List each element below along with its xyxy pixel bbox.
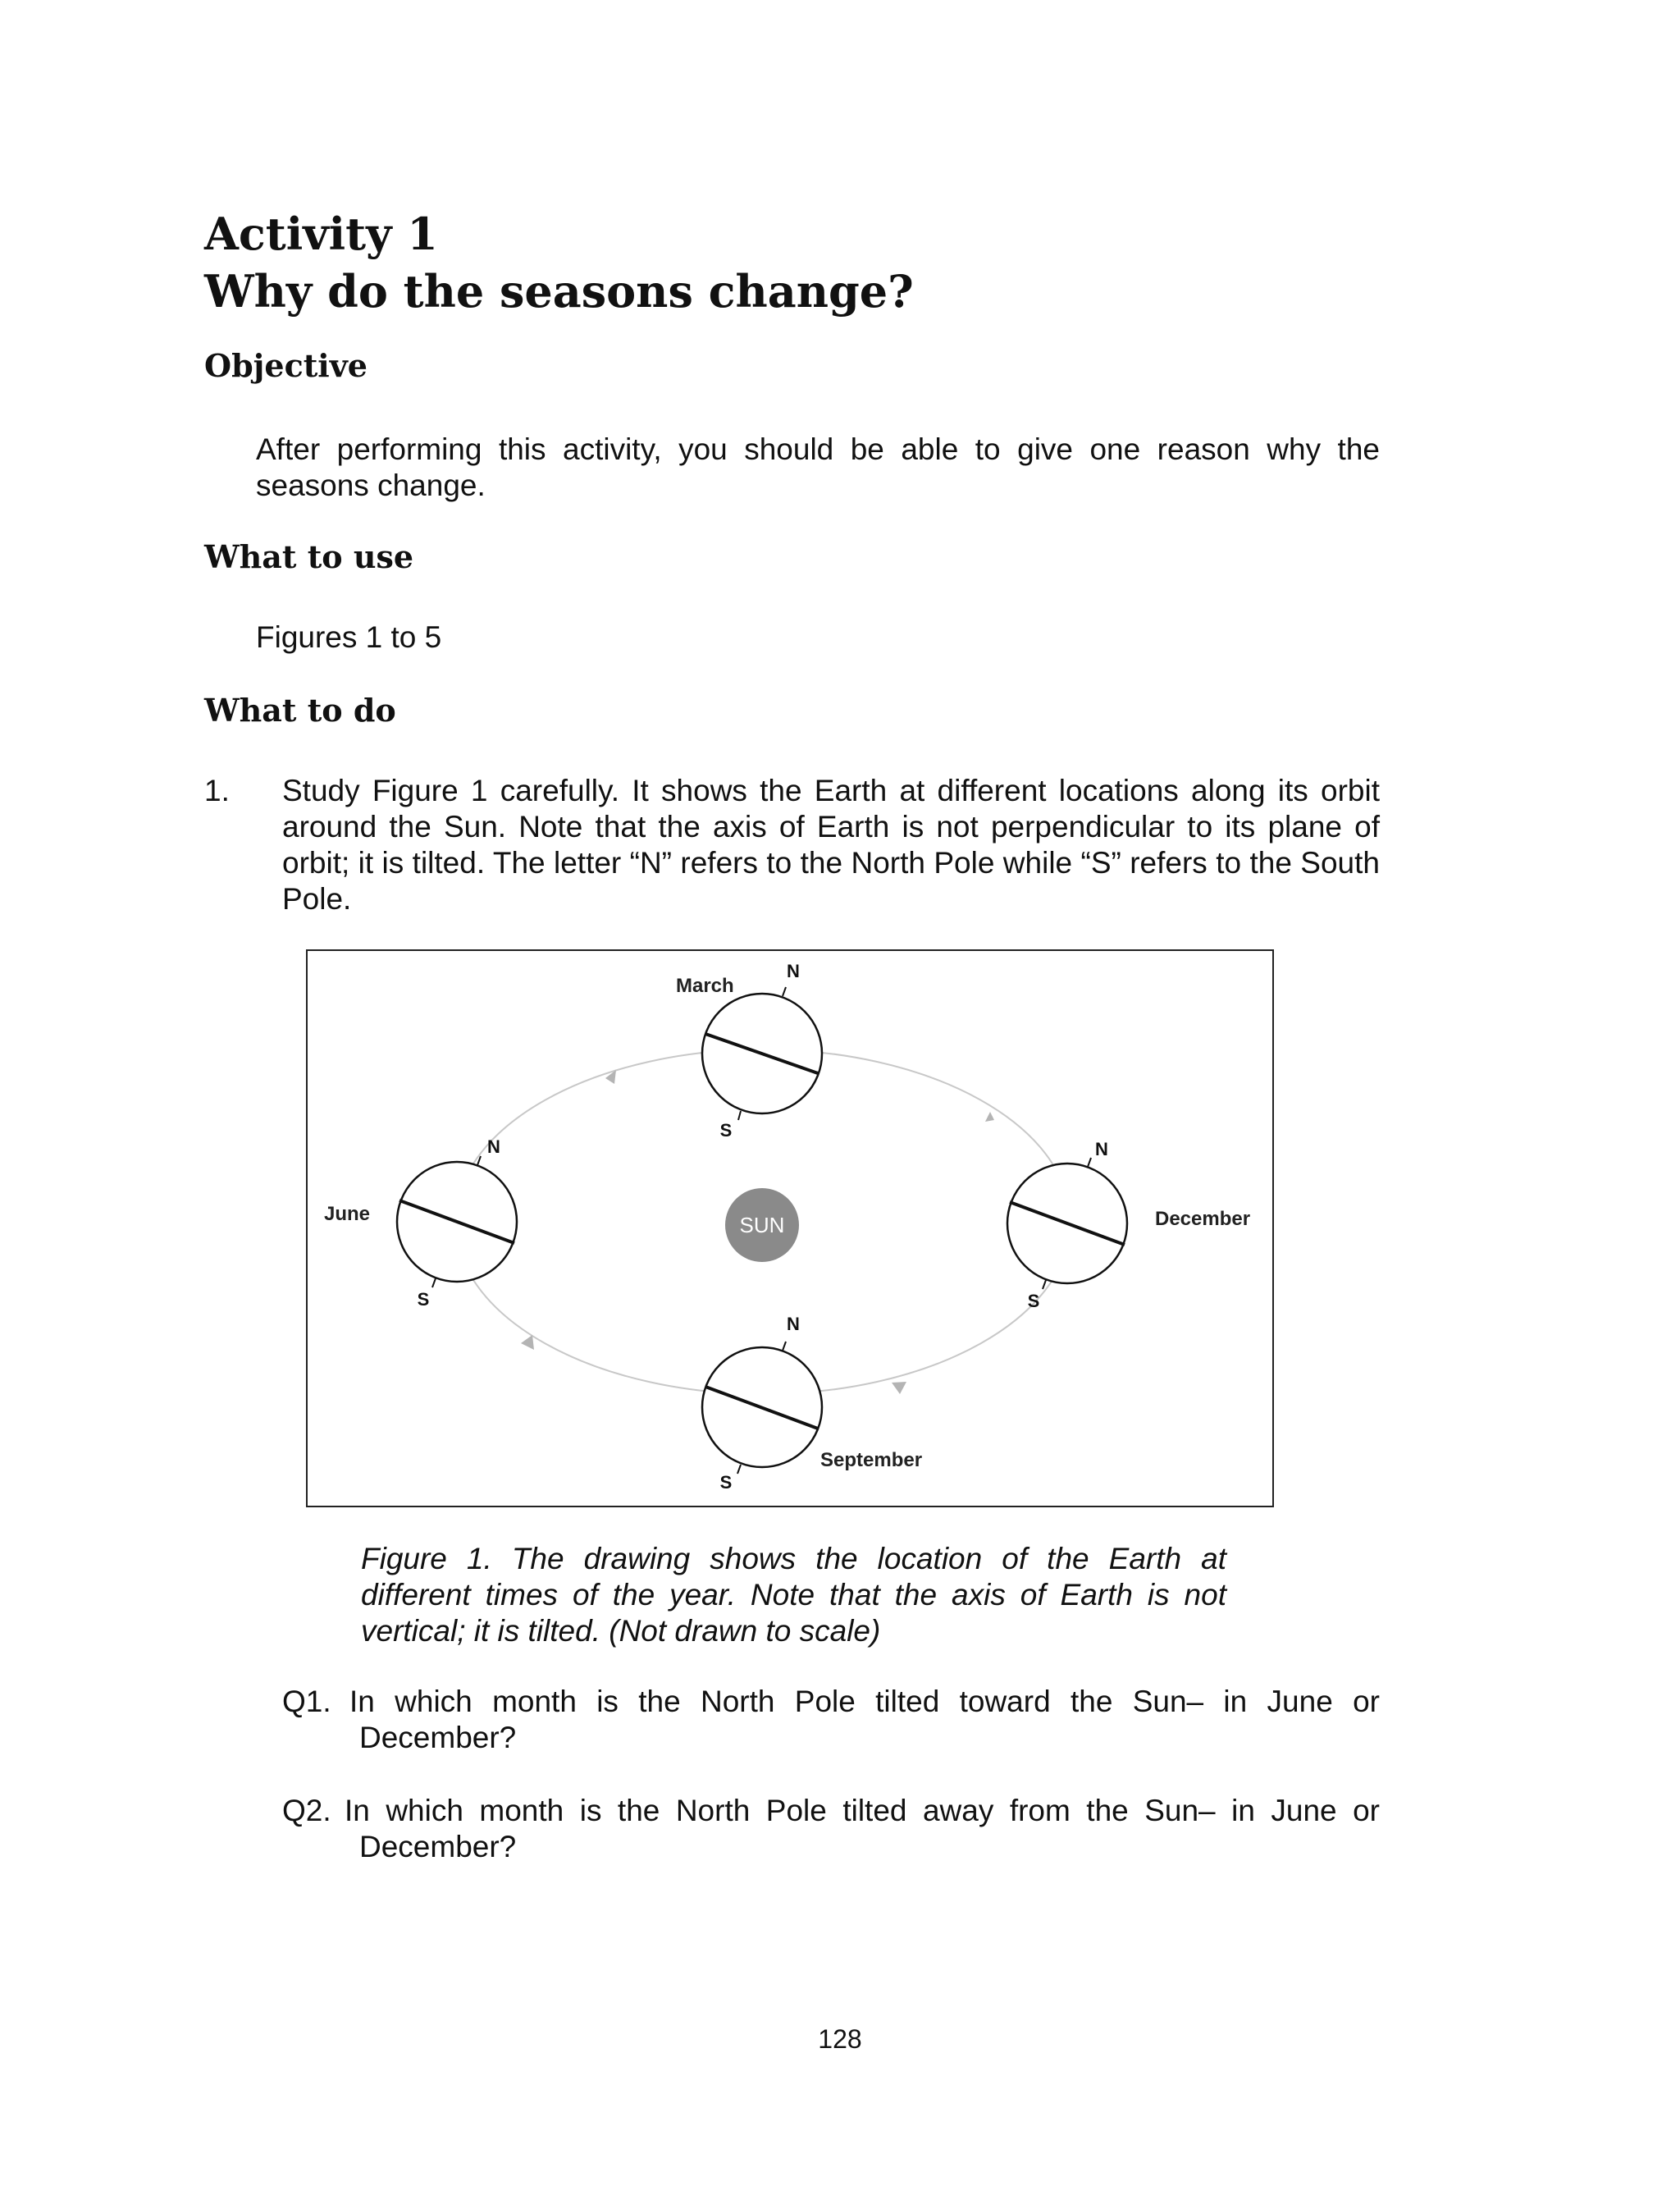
south-label: S <box>1027 1291 1040 1311</box>
south-label: S <box>719 1120 733 1141</box>
objective-text: After performing this activity, you should be able to give one reason why the seasons change. <box>256 432 1380 502</box>
month-label-june: June <box>324 1203 371 1225</box>
question-body: In which month is the North Pole tilted toward the Sun– in June or December? <box>349 1685 1380 1754</box>
orbit-arrow-icon <box>892 1382 906 1394</box>
month-label-september: September <box>820 1449 923 1471</box>
seasons-orbit-figure <box>306 949 1274 1507</box>
question-text <box>282 1684 1380 1756</box>
south-label: S <box>719 1472 733 1493</box>
question-text <box>282 1793 1380 1865</box>
orbit-arrow-icon <box>985 1112 994 1122</box>
north-label: N <box>487 1136 500 1157</box>
north-pole-marker <box>1088 1158 1091 1167</box>
north-pole-marker <box>783 987 786 996</box>
objective-heading: Objective <box>204 347 368 384</box>
question-1 <box>282 1684 1380 1756</box>
earth-june <box>324 1136 517 1310</box>
south-pole-marker <box>738 1111 741 1120</box>
month-label-december: December <box>1155 1208 1251 1230</box>
activity-number: Activity 1 <box>204 208 438 260</box>
sun-label: SUN <box>739 1213 785 1237</box>
step-text: Study Figure 1 carefully. It shows the Earth at different locations along its orbit around the Sun. Note that the axis of Earth is not perpendicular to its plane of orbit; it is tilted. The letter “N” refers to the North Pole while “S” refers to the South Pole. <box>282 774 1380 916</box>
north-label: N <box>787 961 800 981</box>
month-label-march: March <box>676 975 734 997</box>
earth-december <box>1007 1139 1250 1311</box>
south-label: S <box>417 1289 430 1310</box>
question-label: Q1. <box>282 1685 331 1718</box>
materials-heading: What to use <box>204 538 414 575</box>
activity-title <box>204 205 914 320</box>
page-number: 128 <box>818 2024 862 2054</box>
figure-caption: Figure 1. The drawing shows the location of the Earth at different times of the year. Note that the axis of Earth is not vertical; it is tilted. (Not drawn to scale) <box>361 1542 1226 1648</box>
south-pole-marker <box>737 1465 741 1474</box>
materials-text: Figures 1 to 5 <box>256 620 442 654</box>
question-body: In which month is the North Pole tilted away from the Sun– in June or December? <box>345 1794 1380 1863</box>
north-pole-marker <box>783 1342 786 1351</box>
north-label: N <box>787 1314 800 1334</box>
south-pole-marker <box>1043 1280 1046 1289</box>
orbit-diagram <box>308 951 1276 1509</box>
earth-march <box>676 961 822 1141</box>
question-label: Q2. <box>282 1794 331 1827</box>
south-pole-marker <box>432 1278 436 1287</box>
earth-september <box>702 1314 922 1493</box>
north-label: N <box>1095 1139 1108 1159</box>
orbit-arrow-icon <box>521 1335 534 1350</box>
procedure-heading: What to do <box>204 692 396 729</box>
question-2 <box>282 1793 1380 1865</box>
activity-question: Why do the seasons change? <box>204 265 914 318</box>
step-number: 1. <box>204 774 230 807</box>
